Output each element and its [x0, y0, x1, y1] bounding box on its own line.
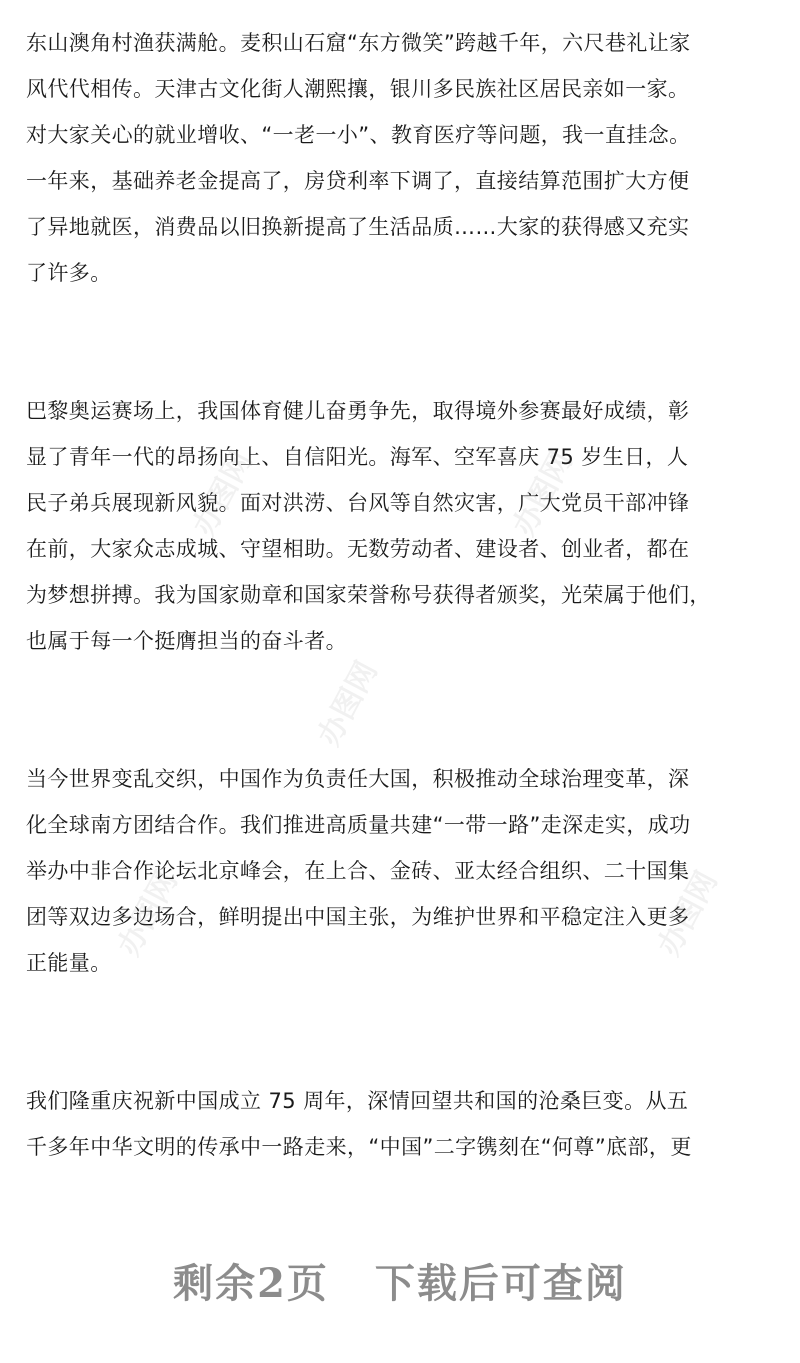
- watermark: 办图网: [651, 865, 725, 962]
- paragraph-line: 显了青年一代的昂扬向上、自信阳光。海军、空军喜庆 75 岁生日，人: [26, 445, 689, 469]
- paragraph-3: [26, 756, 778, 986]
- watermark: 办图网: [111, 865, 185, 962]
- paragraph-line: 正能量。: [26, 951, 112, 975]
- download-prompt-banner[interactable]: [0, 1252, 800, 1309]
- paragraph-line: 民子弟兵展现新风貌。面对洪涝、台风等自然灾害，广大党员干部冲锋: [26, 491, 690, 515]
- paragraph-line: 巴黎奥运赛场上，我国体育健儿奋勇争先，取得境外参赛最好成绩，彰: [26, 399, 690, 423]
- remaining-pages-label: 剩余2页: [173, 1260, 329, 1307]
- download-hint-label: 下载后可查阅: [374, 1260, 627, 1307]
- paragraph-line: 举办中非合作论坛北京峰会，在上合、金砖、亚太经合组织、二十国集: [26, 859, 690, 883]
- paragraph-line: 也属于每一个挺膺担当的奋斗者。: [26, 629, 347, 653]
- paragraph-line: 当今世界变乱交织，中国作为负责任大国，积极推动全球治理变革，深: [26, 767, 690, 791]
- paragraph-line: 化全球南方团结合作。我们推进高质量共建“一带一路”走深走实，成功: [26, 813, 691, 837]
- watermark: 办图网: [311, 655, 385, 752]
- paragraph-line: 了许多。: [26, 261, 112, 285]
- paragraph-line: 东山澳角村渔获满舱。麦积山石窟“东方微笑”跨越千年，六尺巷礼让家: [26, 31, 691, 55]
- paragraph-1: [26, 20, 778, 296]
- paragraph-line: 在前，大家众志成城、守望相助。无数劳动者、建设者、创业者，都在: [26, 537, 690, 561]
- paragraph-4: [26, 1078, 778, 1170]
- paragraph-line: 团等双边多边场合，鲜明提出中国主张，为维护世界和平稳定注入更多: [26, 905, 690, 929]
- paragraph-line: 我们隆重庆祝新中国成立 75 周年，深情回望共和国的沧桑巨变。从五: [26, 1089, 689, 1113]
- paragraph-line: 对大家关心的就业增收、“一老一小”、教育医疗等问题，我一直挂念。: [26, 123, 691, 147]
- paragraph-line: 风代代相传。天津古文化街人潮熙攘，银川多民族社区居民亲如一家。: [26, 77, 690, 101]
- watermark: 办图网: [186, 445, 260, 542]
- paragraph-line: 千多年中华文明的传承中一路走来，“中国”二字镌刻在“何尊”底部，更: [26, 1135, 692, 1159]
- watermark: 办图网: [506, 445, 580, 542]
- paragraph-line: 一年来，基础养老金提高了，房贷利率下调了，直接结算范围扩大方便: [26, 169, 690, 193]
- paragraph-line: 为梦想拼搏。我为国家勋章和国家荣誉称号获得者颁奖，光荣属于他们，: [26, 583, 711, 607]
- paragraph-line: 了异地就医，消费品以旧换新提高了生活品质……大家的获得感又充实: [26, 215, 690, 239]
- paragraph-2: [26, 388, 778, 664]
